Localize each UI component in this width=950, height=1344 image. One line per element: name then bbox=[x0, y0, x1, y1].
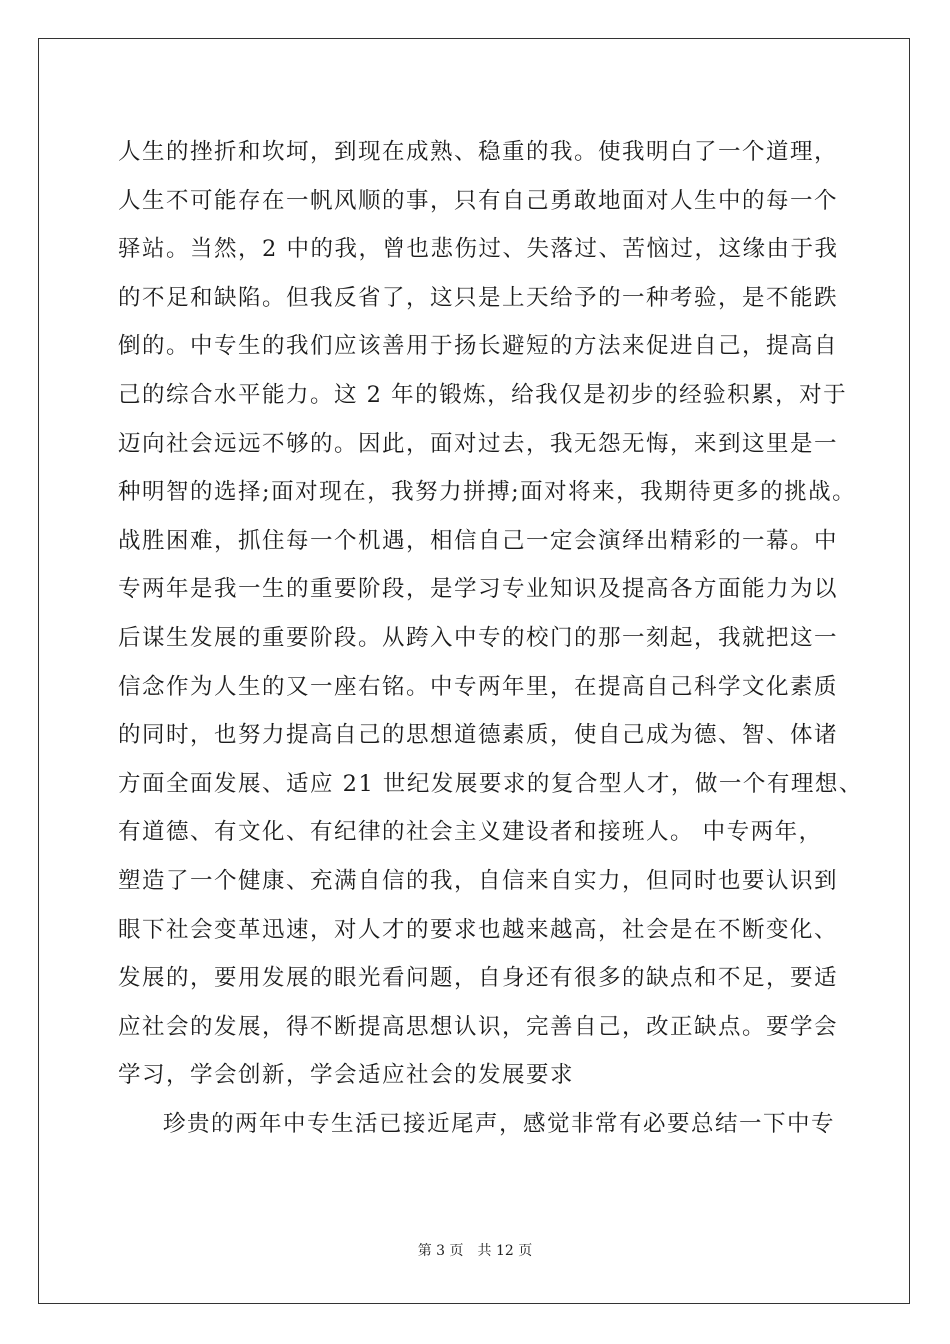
page-number: 第 3 页 bbox=[417, 1243, 464, 1259]
text-line: 后谋生发展的重要阶段。从跨入中专的校门的那一刻起，我就把这一 bbox=[118, 624, 839, 651]
text-line: 的不足和缺陷。但我反省了，这只是上天给予的一种考验，是不能跌 bbox=[118, 284, 839, 311]
text-line: 驿站。当然，2 中的我，曾也悲伤过、失落过、苦恼过，这缘由于我 bbox=[118, 236, 839, 263]
page-footer bbox=[0, 1240, 950, 1260]
total-pages: 共 12 页 bbox=[477, 1243, 533, 1259]
paragraph-start-line: 珍贵的两年中专生活已接近尾声，感觉非常有必要总结一下中专 bbox=[163, 1110, 836, 1137]
text-line: 人生的挫折和坎坷，到现在成熟、稳重的我。使我明白了一个道理， bbox=[118, 139, 839, 165]
document-body bbox=[118, 128, 863, 1148]
text-line: 迈向社会远远不够的。因此，面对过去，我无怨无悔，来到这里是一 bbox=[118, 430, 839, 457]
text-line: 方面全面发展、适应 21 世纪发展要求的复合型人才，做一个有理想、 bbox=[118, 770, 863, 797]
text-line: 己的综合水平能力。这 2 年的锻炼，给我仅是初步的经验积累，对于 bbox=[118, 381, 848, 408]
text-line: 应社会的发展，得不断提高思想认识，完善自己，改正缺点。要学会 bbox=[118, 1013, 839, 1040]
text-line: 塑造了一个健康、充满自信的我，自信来自实力，但同时也要认识到 bbox=[118, 867, 839, 894]
text-line: 信念作为人生的又一座右铭。中专两年里，在提高自己科学文化素质 bbox=[118, 673, 839, 700]
text-line: 人生不可能存在一帆风顺的事，只有自己勇敢地面对人生中的每一个 bbox=[118, 187, 839, 214]
text-line: 眼下社会变革迅速，对人才的要求也越来越高，社会是在不断变化、 bbox=[118, 916, 839, 943]
text-line: 的同时，也努力提高自己的思想道德素质，使自己成为德、智、体诸 bbox=[118, 722, 839, 749]
text-line: 有道德、有文化、有纪律的社会主义建设者和接班人。 中专两年， bbox=[118, 819, 823, 846]
text-line: 种明智的选择;面对现在，我努力拼搏;面对将来，我期待更多的挑战。 bbox=[118, 479, 857, 506]
text-line: 专两年是我一生的重要阶段，是学习专业知识及提高各方面能力为以 bbox=[118, 576, 839, 603]
text-line: 倒的。中专生的我们应该善用于扬长避短的方法来促进自己，提高自 bbox=[118, 333, 839, 360]
text-line: 学习，学会创新，学会适应社会的发展要求 bbox=[118, 1062, 575, 1089]
text-line: 战胜困难，抓住每一个机遇，相信自己一定会演绎出精彩的一幕。中 bbox=[118, 527, 839, 554]
text-line: 发展的，要用发展的眼光看问题，自身还有很多的缺点和不足，要适 bbox=[118, 965, 839, 992]
